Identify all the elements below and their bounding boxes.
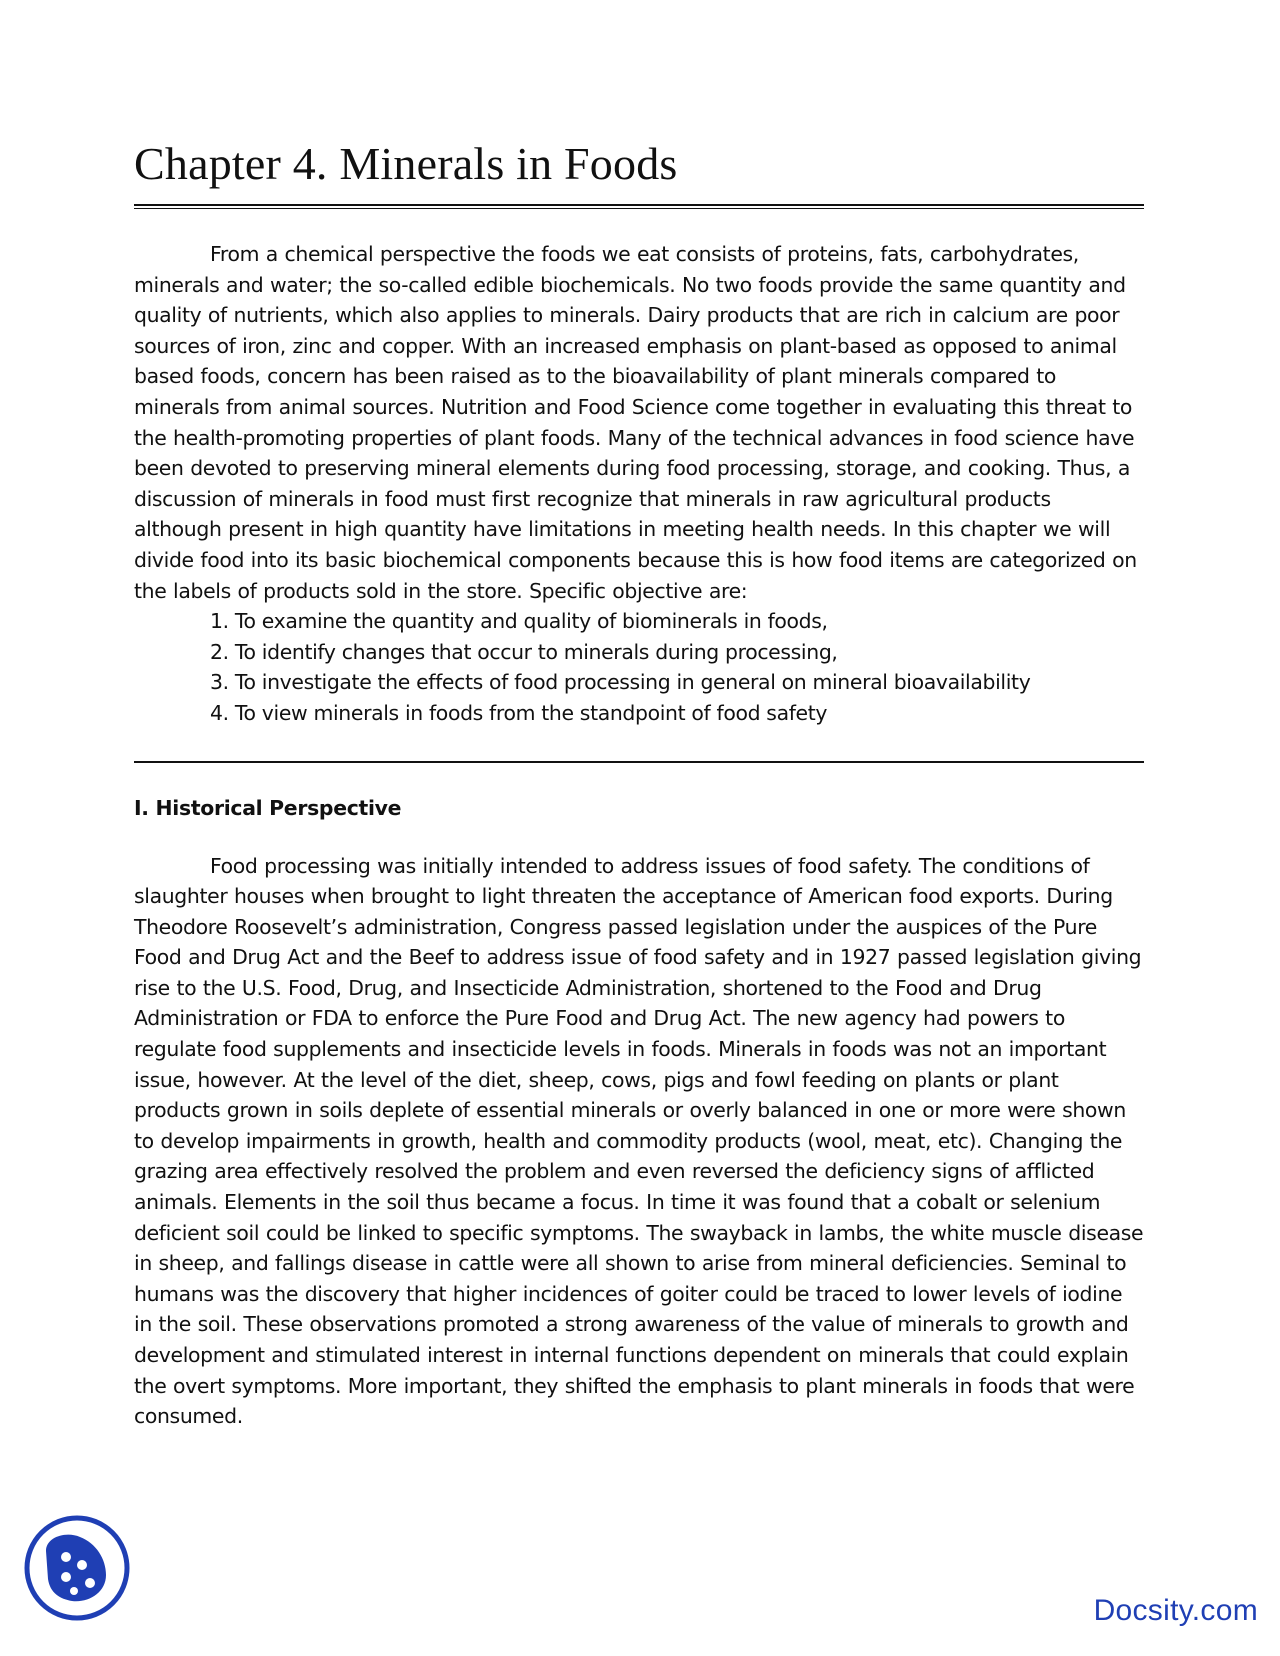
section-divider: [134, 761, 1144, 763]
title-divider: [134, 204, 1144, 209]
objective-item: 1. To examine the quantity and quality of biominerals in foods,: [210, 609, 828, 634]
intro-paragraph: From a chemical perspective the foods we eat consists of proteins, fats, carbohydrates, minerals and water; the so-called edible biochemicals. No two foods provide the same quantity and quality of nutrients, which also applies to minerals. Dairy products that are rich in calcium are poor sources of iron, zinc and copper. With an increased emphasis on plant-based as opposed to animal based foods, concern has been raised as to the bioavailability of plant minerals compared to minerals from animal sources. Nutrition and Food Science come together in evaluating this threat to the health-promoting properties of plant foods. Many of the technical advances in food science have been devoted to preserving mineral elements during food processing, storage, and cooking. Thus, a discussion of minerals in food must first recognize that minerals in raw agricultural products although present in high quantity have limitations in meeting health needs. In this chapter we will divide food into its basic biochemical components because this is how food items are categorized on the labels of products sold in the store. Specific objective are:: [134, 242, 1137, 603]
document-page: [134, 136, 1144, 1432]
objective-item: 2. To identify changes that occur to minerals during processing,: [210, 639, 838, 664]
docsity-brand-link[interactable]: Docsity.com: [1093, 1594, 1258, 1627]
docsity-logo-icon[interactable]: [22, 1513, 132, 1623]
objective-item: 4. To view minerals in foods from the standpoint of food safety: [210, 700, 828, 725]
chapter-title: Chapter 4. Minerals in Foods: [134, 138, 678, 189]
history-paragraph: Food processing was initially intended to address issues of food safety. The conditions of slaughter houses when brought to light threaten the acceptance of American food exports. During Theodore Roosevelt’s administration, Congress passed legislation under the auspices of the Pure Food and Drug Act and the Beef to address issue of food safety and in 1927 passed legislation giving rise to the U.S. Food, Drug, and Insecticide Administration, shortened to the Food and Drug Administration or FDA to enforce the Pure Food and Drug Act. The new agency had powers to regulate food supplements and insecticide levels in foods. Minerals in foods was not an important issue, however. At the level of the diet, sheep, cows, pigs and fowl feeding on plants or plant products grown in soils deplete of essential minerals or overly balanced in one or more were shown to develop impairments in growth, health and commodity products (wool, meat, etc). Changing the grazing area effectively resolved the problem and even reversed the deficiency signs of afflicted animals. Elements in the soil thus became a focus. In time it was found that a cobalt or selenium deficient soil could be linked to specific symptoms. The swayback in lambs, the white muscle disease in sheep, and fallings disease in cattle were all shown to arise from mineral deficiencies. Seminal to humans was the discovery that higher incidences of goiter could be traced to lower levels of iodine in the soil. These observations promoted a strong awareness of the value of minerals to growth and development and stimulated interest in internal functions dependent on minerals that could explain the overt symptoms. More important, they shifted the emphasis to plant minerals in foods that were consumed.: [134, 853, 1144, 1429]
section-heading: I. Historical Perspective: [134, 795, 402, 820]
objectives-list: [134, 606, 1144, 728]
objective-item: 3. To investigate the effects of food processing in general on mineral bioavailability: [210, 670, 1031, 695]
